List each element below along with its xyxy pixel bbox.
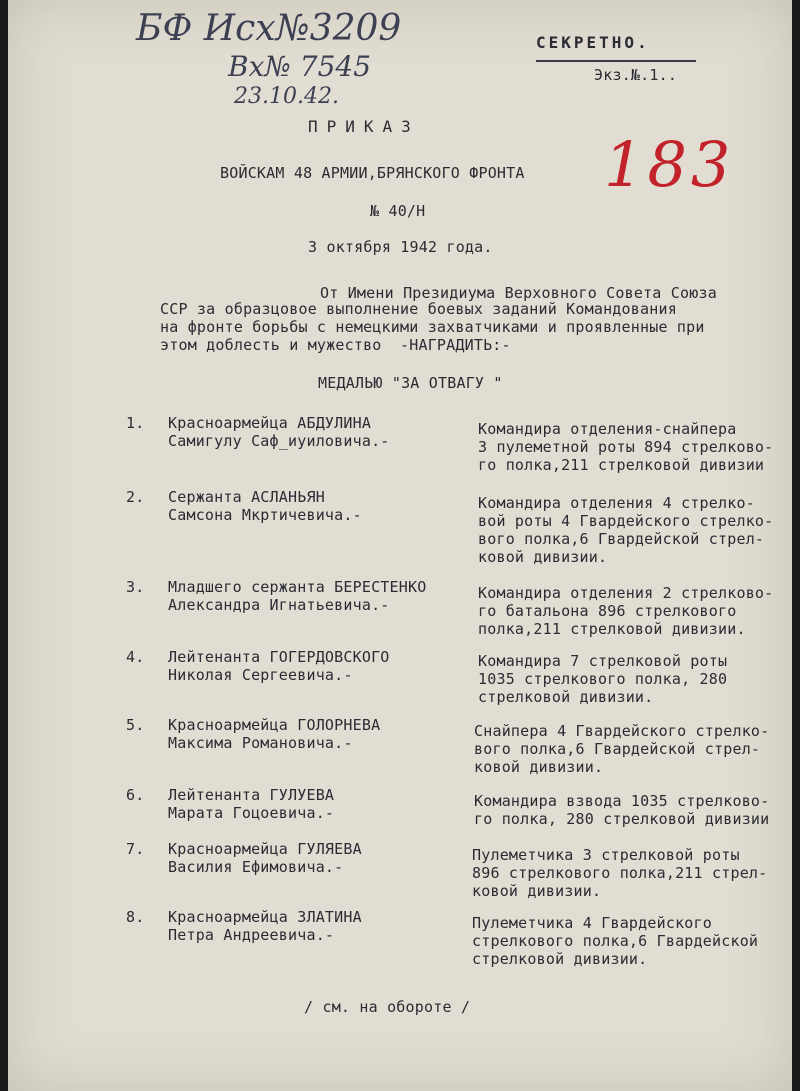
entry-name-line: Максима Романовича.- bbox=[168, 734, 353, 752]
entry-unit-line: стрелковой дивизии. bbox=[472, 950, 648, 968]
entry-name-line: Лейтенанта ГУЛУЕВА bbox=[168, 786, 335, 804]
preamble-line-1: От Имени Президиума Верховного Совета Союза bbox=[320, 284, 717, 302]
entry-unit-line: ковой дивизии. bbox=[474, 758, 604, 776]
entry-number: 5. bbox=[126, 716, 145, 734]
entry-name-line: Петра Андреевича.- bbox=[168, 926, 335, 944]
entry-unit-line: стрелковой дивизии. bbox=[478, 688, 654, 706]
entry-number: 6. bbox=[126, 786, 145, 804]
entry-unit-line: вого полка,6 Гвардейской стрел- bbox=[478, 530, 765, 548]
order-date: 3 октября 1942 года. bbox=[308, 238, 493, 256]
entry-name-line: Самсона Мкртичевича.- bbox=[168, 506, 362, 524]
entry-unit-line: 3 пулеметной роты 894 стрелково- bbox=[478, 438, 774, 456]
handwritten-note-line1: БФ Исх№3209 bbox=[136, 8, 402, 49]
entry-name-line: Красноармейца ГУЛЯЕВА bbox=[168, 840, 362, 858]
entry-unit-line: Пулеметчика 4 Гвардейского bbox=[472, 914, 712, 932]
entry-name-line: Красноармейца ЗЛАТИНА bbox=[168, 908, 362, 926]
entry-unit-line: стрелкового полка,6 Гвардейской bbox=[472, 932, 759, 950]
entry-name-line: Красноармейца ГОЛОРНЕВА bbox=[168, 716, 381, 734]
handwritten-note-line2: Вх№ 7545 bbox=[228, 50, 372, 83]
entry-name-line: Марата Гоцоевича.- bbox=[168, 804, 335, 822]
entry-number: 3. bbox=[126, 578, 145, 596]
copy-number: Экз.№.1.. bbox=[594, 66, 678, 84]
entry-unit-line: 1035 стрелкового полка, 280 bbox=[478, 670, 728, 688]
document-addressee: ВОЙСКАМ 48 АРМИИ,БРЯНСКОГО ФРОНТА bbox=[220, 164, 525, 182]
entry-unit-line: вой роты 4 Гвардейского стрелко- bbox=[478, 512, 774, 530]
entry-number: 2. bbox=[126, 488, 145, 506]
entry-name-line: Сержанта АСЛАНЬЯН bbox=[168, 488, 325, 506]
medal-title: МЕДАЛЬЮ "ЗА ОТВАГУ " bbox=[318, 374, 503, 392]
entry-name-line: Александра Игнатьевича.- bbox=[168, 596, 390, 614]
entry-unit-line: Командира взвода 1035 стрелково- bbox=[474, 792, 770, 810]
handwritten-note-line3: 23.10.42. bbox=[234, 84, 339, 109]
entry-name-line: Младшего сержанта БЕРЕСТЕНКО bbox=[168, 578, 427, 596]
preamble-line-3: на фронте борьбы с немецкими захватчиками и проявленные при bbox=[160, 318, 705, 336]
entry-unit-line: Командира отделения 2 стрелково- bbox=[478, 584, 774, 602]
entry-unit-line: Командира отделения-снайпера bbox=[478, 420, 737, 438]
continued-on-reverse-note: / см. на обороте / bbox=[304, 998, 471, 1016]
classification-secret: СЕКРЕТНО. bbox=[536, 33, 650, 52]
entry-unit-line: го полка,211 стрелковой дивизии bbox=[478, 456, 765, 474]
entry-unit-line: ковой дивизии. bbox=[478, 548, 608, 566]
entry-number: 7. bbox=[126, 840, 145, 858]
entry-unit-line: ковой дивизии. bbox=[472, 882, 602, 900]
document-title: ПРИКАЗ bbox=[308, 117, 420, 136]
entry-unit-line: Командира отделения 4 стрелко- bbox=[478, 494, 755, 512]
document-page bbox=[8, 0, 792, 1091]
preamble-line-4: этом доблесть и мужество -НАГРАДИТЬ:- bbox=[160, 336, 511, 354]
entry-number: 4. bbox=[126, 648, 145, 666]
divider bbox=[536, 60, 696, 62]
entry-unit-line: Снайпера 4 Гвардейского стрелко- bbox=[474, 722, 770, 740]
entry-unit-line: Пулеметчика 3 стрелковой роты bbox=[472, 846, 740, 864]
order-number: № 40/Н bbox=[370, 202, 426, 220]
entry-unit-line: го полка, 280 стрелковой дивизии bbox=[474, 810, 770, 828]
entry-number: 1. bbox=[126, 414, 145, 432]
entry-name-line: Самигулу Саф_иуиловича.- bbox=[168, 432, 390, 450]
red-registry-number: 183 bbox=[604, 128, 735, 201]
entry-unit-line: го батальона 896 стрелкового bbox=[478, 602, 737, 620]
preamble-line-2: ССР за образцовое выполнение боевых заданий Командования bbox=[160, 300, 677, 318]
entry-name-line: Николая Сергеевича.- bbox=[168, 666, 353, 684]
entry-name-line: Красноармейца АБДУЛИНА bbox=[168, 414, 372, 432]
entry-unit-line: полка,211 стрелковой дивизии. bbox=[478, 620, 746, 638]
entry-name-line: Василия Ефимовича.- bbox=[168, 858, 344, 876]
entry-number: 8. bbox=[126, 908, 145, 926]
entry-unit-line: 896 стрелкового полка,211 стрел- bbox=[472, 864, 768, 882]
entry-name-line: Лейтенанта ГОГЕРДОВСКОГО bbox=[168, 648, 390, 666]
entry-unit-line: Командира 7 стрелковой роты bbox=[478, 652, 728, 670]
entry-unit-line: вого полка,6 Гвардейской стрел- bbox=[474, 740, 761, 758]
